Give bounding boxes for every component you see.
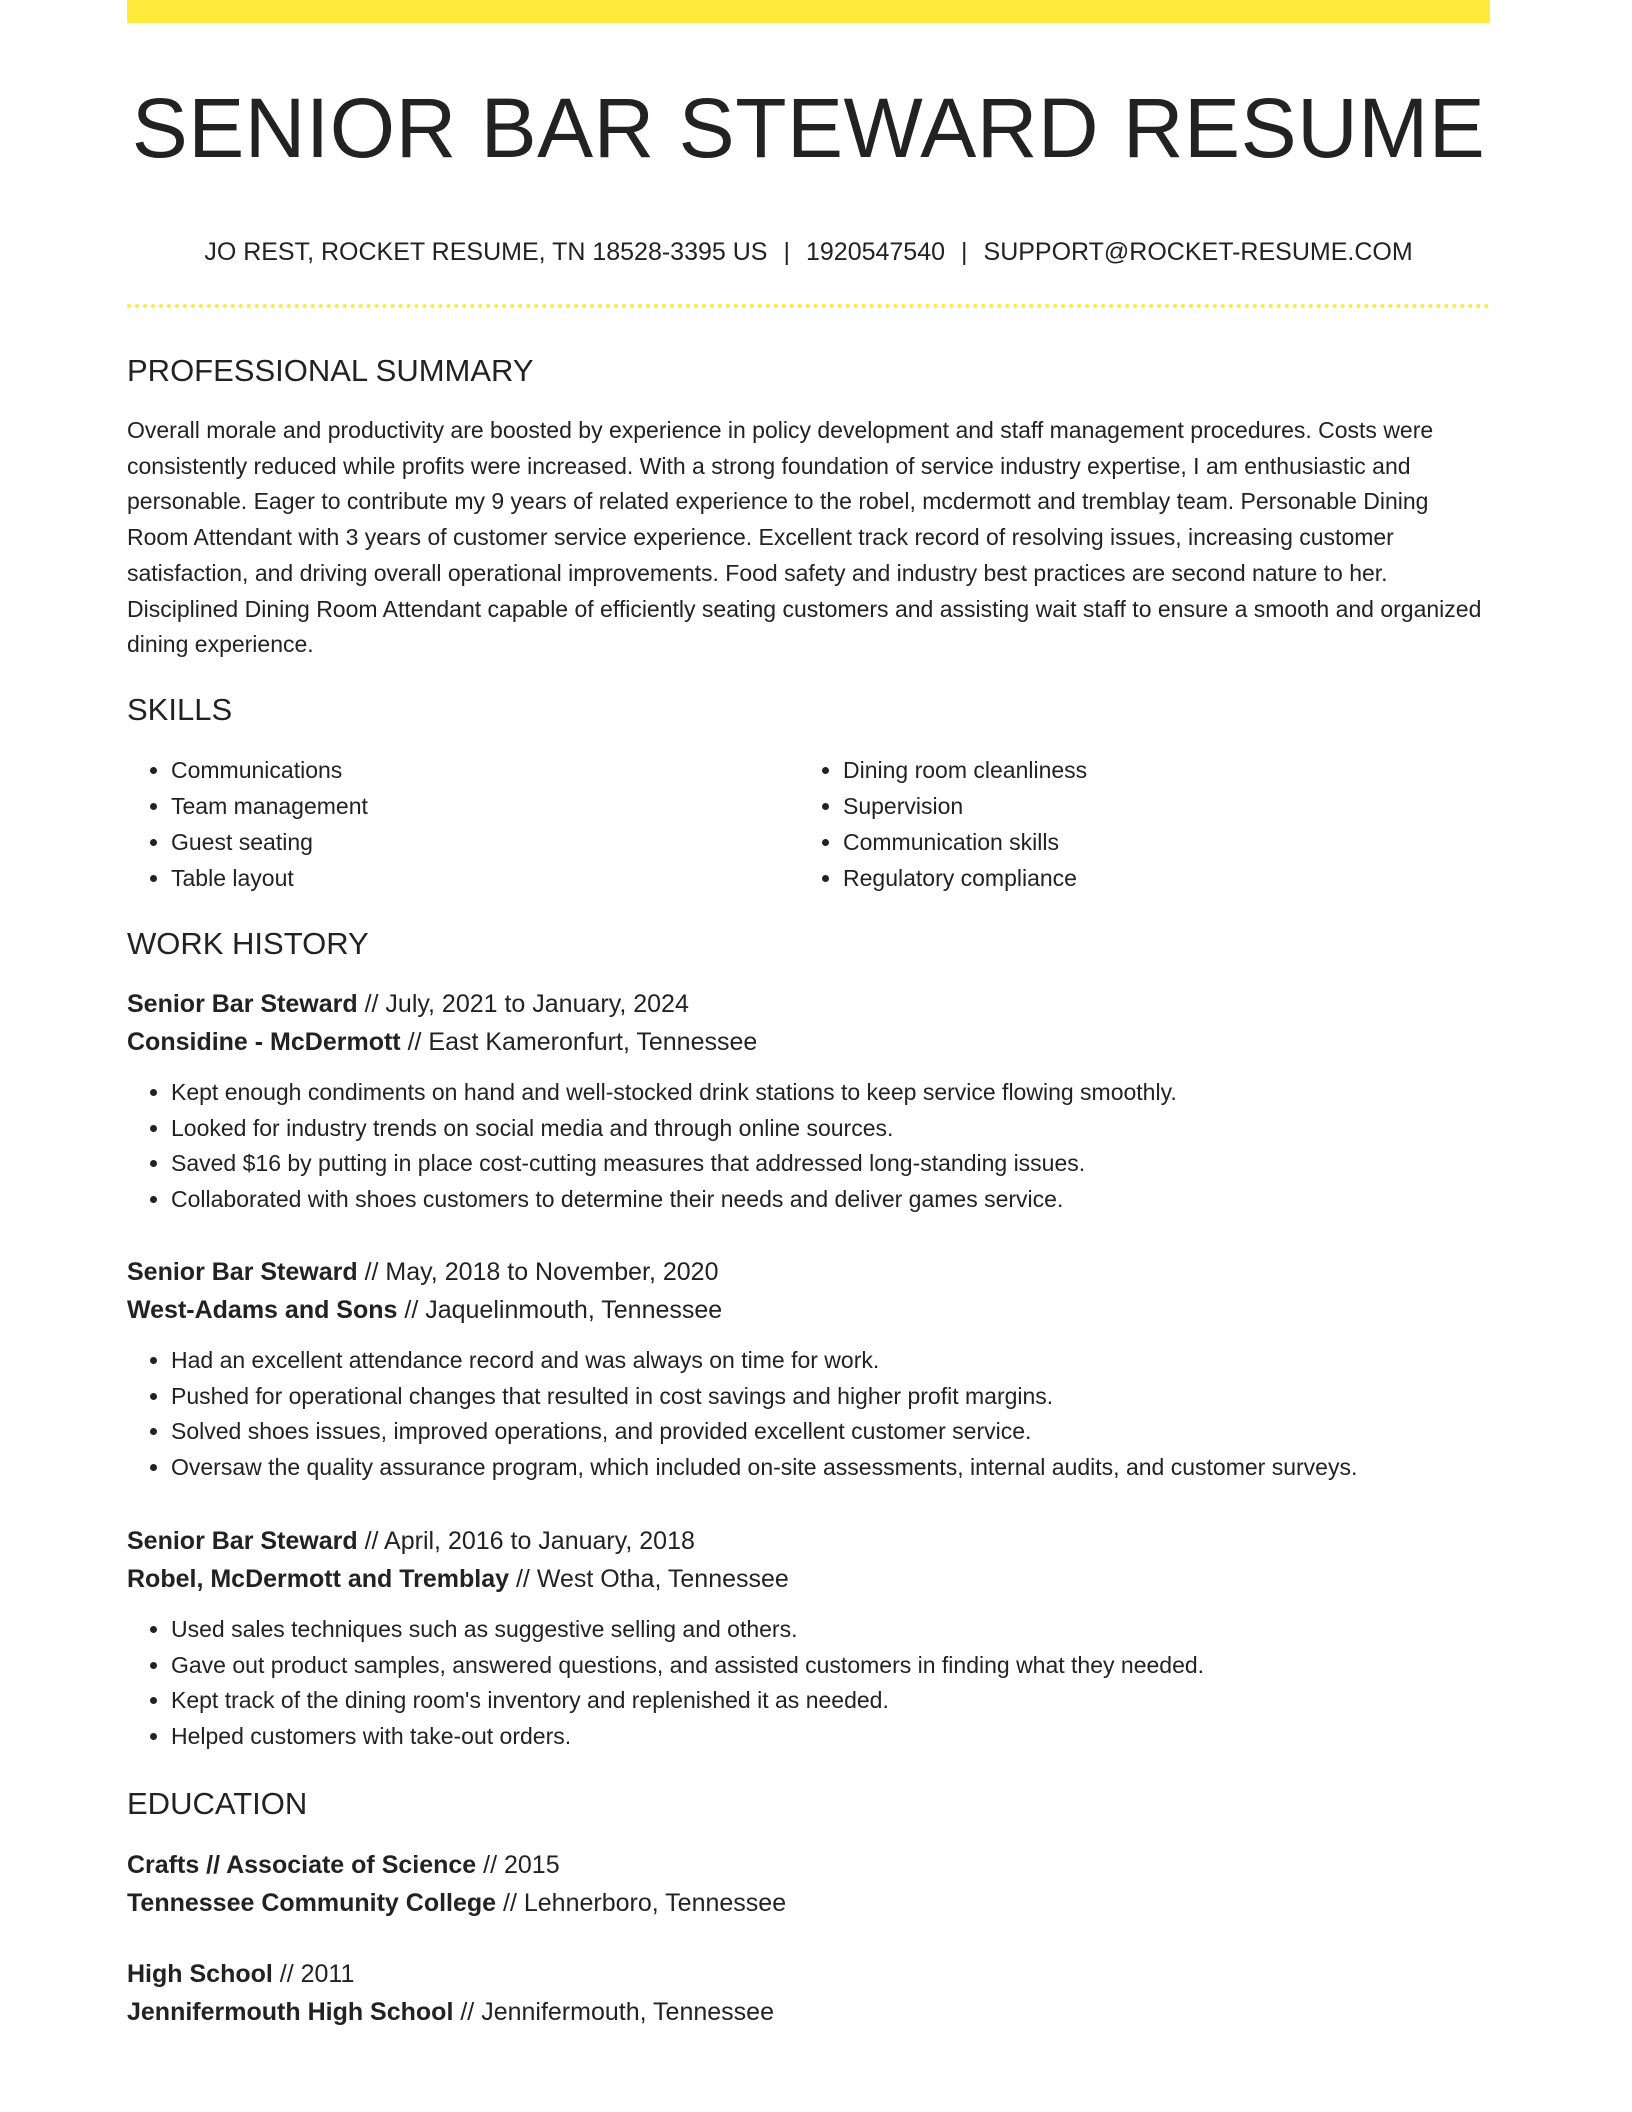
contact-separator: | [783, 238, 790, 266]
education-degree: Crafts // Associate of Science [127, 1851, 477, 1879]
job-bullet: • Oversaw the quality assurance program, which included on-site assessments, internal audits, and customer surveys. [171, 1450, 1490, 1486]
job-company: West-Adams and Sons [127, 1296, 398, 1324]
job-company-line [127, 1023, 1490, 1061]
contact-separator: | [961, 238, 968, 266]
summary-text: Overall morale and productivity are boosted by experience in policy development and staff management procedures. Costs were consistently reduced while profits were increased. With a strong foundation of service industry expertise, I am enthusiastic and personable. Eager to contribute my 9 years of related experience to the robel, mcdermott and tremblay team. Personable Dining Room Attendant with 3 years of customer service experience. Excellent track record of resolving issues, increasing customer satisfaction, and driving overall operational improvements. Food safety and industry best practices are second nature to her. Disciplined Dining Room Attendant capable of efficiently seating customers and assisting wait staff to ensure a smooth and organized dining experience. [127, 417, 1482, 658]
job-bullet: • Saved $16 by putting in place cost-cutting measures that addressed long-standing issues. [171, 1146, 1490, 1182]
job-role: Senior Bar Steward [127, 1258, 358, 1286]
education-entry [127, 1955, 1490, 2031]
skills-column-left [127, 752, 799, 896]
education-location: // Lehnerboro, Tennessee [496, 1889, 787, 1917]
skill-item: • Table layout [171, 860, 799, 896]
education-year: // 2011 [272, 1960, 355, 1988]
accent-top-bar [127, 0, 1490, 23]
job-dates: // July, 2021 to January, 2024 [357, 990, 689, 1018]
contact-line [127, 236, 1490, 268]
resume-title: SENIOR BAR STEWARD RESUME [131, 81, 1486, 175]
job-bullet: • Gave out product samples, answered questions, and assisted customers in finding what they needed. [171, 1648, 1490, 1684]
job-title-line [127, 1253, 1490, 1291]
skills-list [127, 752, 1490, 896]
skill-item: • Dining room cleanliness [843, 752, 1471, 788]
education-school: Jennifermouth High School [127, 1998, 454, 2026]
job-bullet: • Looked for industry trends on social media and through online sources. [171, 1111, 1490, 1147]
job-title-line [127, 1522, 1490, 1560]
job-role: Senior Bar Steward [127, 990, 358, 1018]
job-role: Senior Bar Steward [127, 1527, 358, 1555]
contact-address: JO REST, ROCKET RESUME, TN 18528-3395 US [204, 238, 768, 266]
work-history-heading: WORK HISTORY [127, 926, 369, 961]
job-entry [127, 1522, 1490, 1755]
job-bullets [127, 1612, 1490, 1755]
job-location: // East Kameronfurt, Tennessee [400, 1028, 758, 1056]
job-bullet: • Used sales techniques such as suggestive selling and others. [171, 1612, 1490, 1648]
job-bullets [127, 1075, 1490, 1218]
skill-item: • Team management [171, 788, 799, 824]
summary-heading: PROFESSIONAL SUMMARY [127, 353, 534, 388]
skill-item: • Communication skills [843, 824, 1471, 860]
job-company-line [127, 1291, 1490, 1329]
education-year: // 2015 [476, 1851, 560, 1879]
job-bullet: • Kept enough condiments on hand and well-stocked drink stations to keep service flowing smoothly. [171, 1075, 1490, 1111]
education-location: // Jennifermouth, Tennessee [453, 1998, 774, 2026]
job-company: Considine - McDermott [127, 1028, 401, 1056]
education-school: Tennessee Community College [127, 1889, 497, 1917]
job-bullet: • Helped customers with take-out orders. [171, 1719, 1490, 1755]
education-heading: EDUCATION [127, 1786, 308, 1821]
job-title-line [127, 985, 1490, 1023]
job-bullet: • Kept track of the dining room's inventory and replenished it as needed. [171, 1683, 1490, 1719]
education-entry [127, 1846, 1490, 1922]
job-entry [127, 985, 1490, 1218]
job-dates: // May, 2018 to November, 2020 [357, 1258, 719, 1286]
skill-item: • Regulatory compliance [843, 860, 1471, 896]
job-company-line [127, 1560, 1490, 1598]
job-dates: // April, 2016 to January, 2018 [357, 1527, 695, 1555]
skills-heading: SKILLS [127, 692, 233, 727]
education-degree-line [127, 1955, 1490, 1993]
job-bullets [127, 1343, 1490, 1486]
job-location: // West Otha, Tennessee [509, 1565, 789, 1593]
job-bullet: • Collaborated with shoes customers to determine their needs and deliver games service. [171, 1182, 1490, 1218]
job-bullet: • Had an excellent attendance record and was always on time for work. [171, 1343, 1490, 1379]
skill-item: • Supervision [843, 788, 1471, 824]
contact-email: SUPPORT@ROCKET-RESUME.COM [983, 238, 1413, 266]
education-school-line [127, 1993, 1490, 2031]
skill-item: • Guest seating [171, 824, 799, 860]
education-degree-line [127, 1846, 1490, 1884]
job-bullet: • Solved shoes issues, improved operations, and provided excellent customer service. [171, 1414, 1490, 1450]
job-bullet: • Pushed for operational changes that resulted in cost savings and higher profit margins. [171, 1379, 1490, 1415]
job-company: Robel, McDermott and Tremblay [127, 1565, 510, 1593]
job-location: // Jaquelinmouth, Tennessee [397, 1296, 723, 1324]
job-entry [127, 1253, 1490, 1486]
education-degree: High School [127, 1960, 273, 1988]
skills-column-right [799, 752, 1471, 896]
education-school-line [127, 1884, 1490, 1922]
contact-phone: 1920547540 [805, 238, 946, 266]
skill-item: • Communications [171, 752, 799, 788]
header-divider [127, 304, 1490, 308]
